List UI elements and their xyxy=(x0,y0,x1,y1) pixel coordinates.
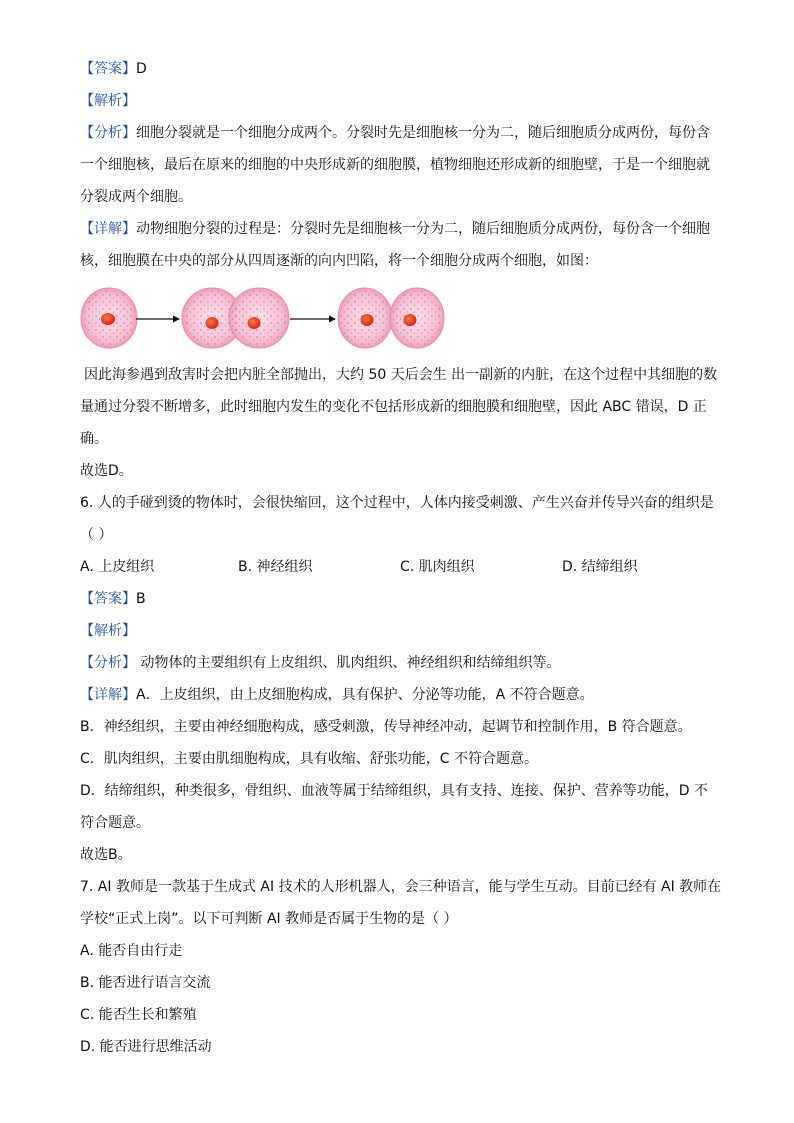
q7-option-c: C. 能否生长和繁殖 xyxy=(80,1007,197,1023)
q6-conclusion: 故选B。 xyxy=(80,847,132,863)
q7-stem-line-2: 学校“正式上岗”。以下可判断 AI 教师是否属于生物的是（ ） xyxy=(80,911,458,927)
answer-tag: 【答案】 xyxy=(80,591,136,607)
paragraph-text: 动物细胞分裂的过程是：分裂时先是细胞核一分为二，随后细胞质分成两份，每份含一个细胞 xyxy=(136,221,710,237)
q5-fenxi-line-1 xyxy=(80,124,710,142)
q6-analysis-tag xyxy=(80,622,136,640)
paragraph-text: 细胞分裂就是一个细胞分成两个。分裂时先是细胞核一分为二，随后细胞质分成两份，每份含 xyxy=(136,125,710,141)
cell-stage-3 xyxy=(338,288,444,348)
q5-analysis-tag xyxy=(80,92,136,110)
arrow-icon xyxy=(136,316,180,323)
q6-option-a: A. 上皮组织 xyxy=(80,559,155,575)
q5-answer-line xyxy=(80,60,147,78)
analysis-tag: 【解析】 xyxy=(80,93,136,109)
q7-option-b: B. 能否进行语言交流 xyxy=(80,975,211,991)
q6-detail-c: C．肌肉组织，主要由肌细胞构成，具有收缩、舒张功能，C 不符合题意。 xyxy=(80,751,538,767)
q5-conclusion: 故选D。 xyxy=(80,463,133,479)
q6-detail-d-cont: 符合题意。 xyxy=(80,815,150,831)
q6-answer-line xyxy=(80,590,146,608)
q6-fenxi-line xyxy=(80,654,560,672)
xiangjie-tag: 【详解】 xyxy=(80,221,136,237)
xiangjie-tag: 【详解】 xyxy=(80,687,136,703)
q5-after-figure-line-3: 确。 xyxy=(80,431,108,447)
paragraph-text: 动物体的主要组织有上皮组织、肌肉组织、神经组织和结缔组织等。 xyxy=(136,655,561,671)
nucleus xyxy=(101,313,115,325)
q6-option-d: D. 结缔组织 xyxy=(562,559,638,575)
nucleus xyxy=(361,314,374,326)
q7-option-a: A. 能否自由行走 xyxy=(80,943,183,959)
q5-after-figure-line-1: 因此海参遇到敌害时会把内脏全部抛出，大约 50 天后会生 出一副新的内脏，在这个过程中其细胞的数 xyxy=(84,367,718,383)
q6-detail-d: D．结缔组织，种类很多，骨组织、血液等属于结缔组织，具有支持、连接、保护、营养等功能，D 不 xyxy=(80,783,709,799)
q6-option-b: B. 神经组织 xyxy=(238,559,313,575)
answer-value: D xyxy=(136,61,147,77)
q6-stem-line-1: 6. 人的手碰到烫的物体时，会很快缩回，这个过程中，人体内接受刺激、产生兴奋并传导兴奋的组织是 xyxy=(80,495,714,511)
q5-fenxi-line-3: 分裂成两个细胞。 xyxy=(80,189,192,205)
nucleus xyxy=(206,317,219,329)
nucleus xyxy=(248,317,261,329)
cell-division-figure xyxy=(80,286,450,350)
q6-xiangjie-line xyxy=(80,686,594,704)
q6-detail-b: B．神经组织，主要由神经细胞构成，感受刺激，传导神经冲动，起调节和控制作用，B 符合题意。 xyxy=(80,719,692,735)
arrow-icon xyxy=(290,316,336,323)
fenxi-tag: 【分析】 xyxy=(80,125,136,141)
q7-option-d: D. 能否进行思维活动 xyxy=(80,1039,212,1055)
cell-stage-2 xyxy=(182,288,289,348)
q5-xiangjie-line-1 xyxy=(80,220,710,238)
paragraph-text: A．上皮组织，由上皮细胞构成，具有保护、分泌等功能，A 不符合题意。 xyxy=(136,687,594,703)
cell-stage-1 xyxy=(81,288,137,348)
answer-value: B xyxy=(136,591,146,607)
q6-stem-line-2: （ ） xyxy=(80,527,113,543)
analysis-tag: 【解析】 xyxy=(80,623,136,639)
q5-fenxi-line-2: 一个细胞核，最后在原来的细胞的中央形成新的细胞膜，植物细胞还形成新的细胞壁，于是一个细胞就 xyxy=(80,157,710,173)
q5-xiangjie-line-2: 核，细胞膜在中央的部分从四周逐渐的向内凹陷，将一个细胞分成两个细胞，如图： xyxy=(80,253,598,269)
fenxi-tag: 【分析】 xyxy=(80,655,136,671)
nucleus xyxy=(404,314,417,326)
q6-option-c: C. 肌肉组织 xyxy=(400,559,475,575)
answer-tag: 【答案】 xyxy=(80,61,136,77)
q7-stem-line-1: 7. AI 教师是一款基于生成式 AI 技术的人形机器人，会三种语言，能与学生互动。目前已经有 AI 教师在 xyxy=(80,879,722,895)
q5-after-figure-line-2: 量通过分裂不断增多，此时细胞内发生的变化不包括形成新的细胞膜和细胞壁，因此 ABC 错误，D 正 xyxy=(80,399,707,415)
